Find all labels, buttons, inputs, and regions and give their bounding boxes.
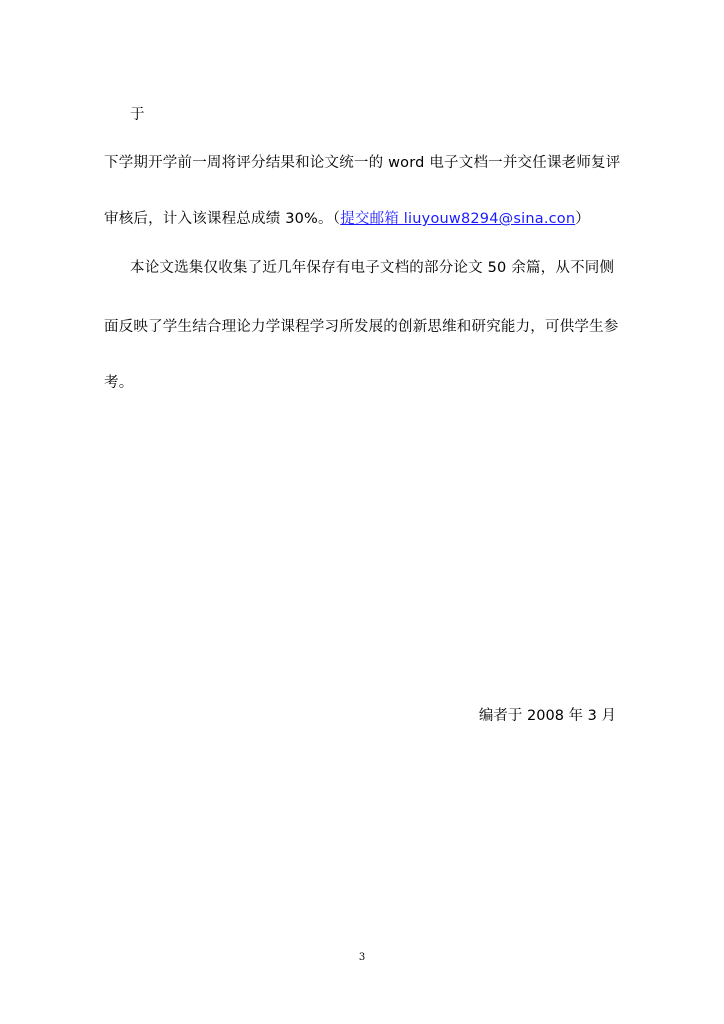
email-open-paren: （ bbox=[332, 211, 341, 227]
editor-signature: 编者于 2008 年 3 月 bbox=[478, 708, 616, 724]
page-number: 3 bbox=[358, 952, 366, 963]
paragraph-line-5: 面反映了学生结合理论力学课程学习所发展的创新思维和研究能力，可供学生参 bbox=[104, 319, 619, 335]
email-close-paren: ） bbox=[575, 211, 590, 227]
paragraph-line-1: 于 bbox=[130, 107, 145, 123]
paragraph-line-3 bbox=[104, 210, 624, 228]
paragraph-line-6: 考。 bbox=[104, 375, 134, 391]
email-link[interactable]: 提交邮箱 liuyouw8294@sina.con bbox=[340, 211, 576, 227]
paragraph-line-2: 下学期开学前一周将评分结果和论文统一的 word 电子文档一并交任课老师复评 bbox=[104, 155, 621, 171]
paragraph-line-3-text: 审核后，计入该课程总成绩 30%。 bbox=[104, 211, 333, 227]
paragraph-line-4: 本论文选集仅收集了近几年保存有电子文档的部分论文 50 余篇，从不同侧 bbox=[130, 260, 615, 276]
